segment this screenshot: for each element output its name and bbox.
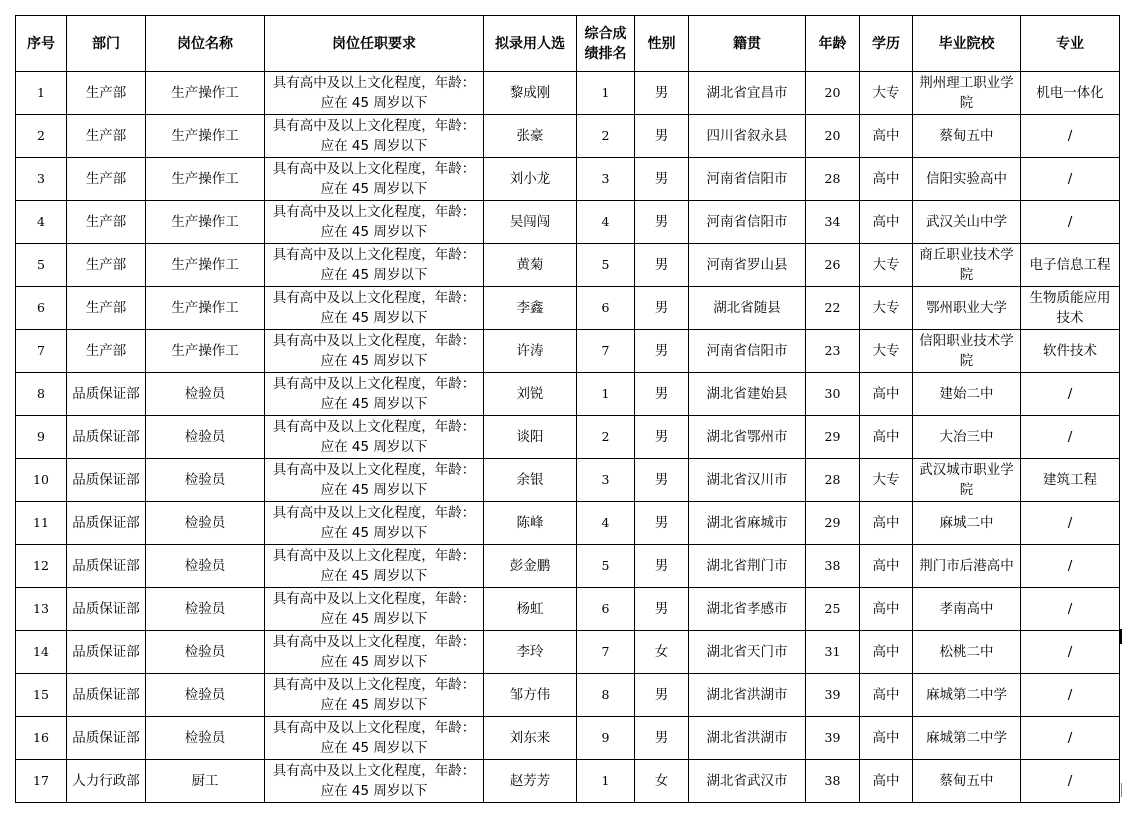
requirement-cell: 具有高中及以上文化程度，年龄：应在 45 周岁以下 (265, 373, 484, 416)
candidate-cell: 黎成刚 (484, 72, 577, 115)
seq-cell: 12 (16, 545, 67, 588)
hiring-roster-table (15, 15, 1120, 803)
rank-cell: 2 (577, 115, 635, 158)
gender-cell: 男 (635, 674, 689, 717)
post-cell: 检验员 (146, 588, 265, 631)
major-cell: / (1021, 588, 1120, 631)
seq-cell: 7 (16, 330, 67, 373)
school-cell: 麻城第二中学 (913, 674, 1021, 717)
candidate-cell: 邹方伟 (484, 674, 577, 717)
education-cell: 大专 (860, 330, 913, 373)
candidate-cell: 谈阳 (484, 416, 577, 459)
school-cell: 武汉关山中学 (913, 201, 1021, 244)
table-row (16, 760, 1120, 803)
origin-cell: 河南省信阳市 (689, 201, 806, 244)
seq-cell: 8 (16, 373, 67, 416)
major-cell: / (1021, 158, 1120, 201)
rank-cell: 8 (577, 674, 635, 717)
candidate-cell: 黄菊 (484, 244, 577, 287)
candidate-cell: 赵芳芳 (484, 760, 577, 803)
gender-cell: 男 (635, 158, 689, 201)
gender-cell: 男 (635, 545, 689, 588)
school-cell: 松桃二中 (913, 631, 1021, 674)
requirement-cell: 具有高中及以上文化程度，年龄：应在 45 周岁以下 (265, 588, 484, 631)
dept-cell: 品质保证部 (67, 631, 146, 674)
gender-cell: 男 (635, 588, 689, 631)
header-col-rank: 综合成绩排名 (577, 16, 635, 72)
major-cell: / (1021, 717, 1120, 760)
seq-cell: 17 (16, 760, 67, 803)
education-cell: 高中 (860, 115, 913, 158)
seq-cell: 2 (16, 115, 67, 158)
school-cell: 鄂州职业大学 (913, 287, 1021, 330)
table-row (16, 115, 1120, 158)
seq-cell: 16 (16, 717, 67, 760)
candidate-cell: 杨虹 (484, 588, 577, 631)
seq-cell: 15 (16, 674, 67, 717)
rank-cell: 1 (577, 72, 635, 115)
seq-cell: 13 (16, 588, 67, 631)
dept-cell: 生产部 (67, 72, 146, 115)
post-cell: 检验员 (146, 545, 265, 588)
seq-cell: 14 (16, 631, 67, 674)
post-cell: 生产操作工 (146, 115, 265, 158)
seq-cell: 4 (16, 201, 67, 244)
requirement-cell: 具有高中及以上文化程度，年龄：应在 45 周岁以下 (265, 72, 484, 115)
origin-cell: 湖北省武汉市 (689, 760, 806, 803)
dept-cell: 生产部 (67, 287, 146, 330)
seq-cell: 9 (16, 416, 67, 459)
header-col-post: 岗位名称 (146, 16, 265, 72)
post-cell: 检验员 (146, 373, 265, 416)
requirement-cell: 具有高中及以上文化程度，年龄：应在 45 周岁以下 (265, 631, 484, 674)
post-cell: 生产操作工 (146, 330, 265, 373)
candidate-cell: 张豪 (484, 115, 577, 158)
education-cell: 大专 (860, 244, 913, 287)
major-cell: 电子信息工程 (1021, 244, 1120, 287)
major-cell: / (1021, 631, 1120, 674)
gender-cell: 男 (635, 416, 689, 459)
major-cell: 建筑工程 (1021, 459, 1120, 502)
rank-cell: 7 (577, 631, 635, 674)
school-cell: 荆门市后港高中 (913, 545, 1021, 588)
school-cell: 信阳职业技术学院 (913, 330, 1021, 373)
header-col-school: 毕业院校 (913, 16, 1021, 72)
major-cell: / (1021, 760, 1120, 803)
school-cell: 麻城二中 (913, 502, 1021, 545)
post-cell: 检验员 (146, 674, 265, 717)
dept-cell: 生产部 (67, 330, 146, 373)
table-row (16, 717, 1120, 760)
major-cell: 生物质能应用技术 (1021, 287, 1120, 330)
seq-cell: 11 (16, 502, 67, 545)
age-cell: 30 (806, 373, 860, 416)
post-cell: 生产操作工 (146, 201, 265, 244)
school-cell: 蔡甸五中 (913, 760, 1021, 803)
rank-cell: 1 (577, 760, 635, 803)
education-cell: 高中 (860, 416, 913, 459)
education-cell: 高中 (860, 502, 913, 545)
origin-cell: 湖北省建始县 (689, 373, 806, 416)
dept-cell: 人力行政部 (67, 760, 146, 803)
age-cell: 23 (806, 330, 860, 373)
age-cell: 26 (806, 244, 860, 287)
seq-cell: 10 (16, 459, 67, 502)
dept-cell: 品质保证部 (67, 502, 146, 545)
post-cell: 生产操作工 (146, 158, 265, 201)
header-col-gender: 性别 (635, 16, 689, 72)
header-row (16, 16, 1120, 72)
requirement-cell: 具有高中及以上文化程度，年龄：应在 45 周岁以下 (265, 287, 484, 330)
education-cell: 高中 (860, 373, 913, 416)
education-cell: 高中 (860, 631, 913, 674)
dept-cell: 品质保证部 (67, 717, 146, 760)
gender-cell: 男 (635, 201, 689, 244)
age-cell: 39 (806, 674, 860, 717)
rank-cell: 5 (577, 545, 635, 588)
header-col-candidate: 拟录用人选 (484, 16, 577, 72)
requirement-cell: 具有高中及以上文化程度，年龄：应在 45 周岁以下 (265, 545, 484, 588)
rank-cell: 2 (577, 416, 635, 459)
gender-cell: 男 (635, 115, 689, 158)
age-cell: 34 (806, 201, 860, 244)
candidate-cell: 刘锐 (484, 373, 577, 416)
education-cell: 高中 (860, 588, 913, 631)
post-cell: 检验员 (146, 459, 265, 502)
table-row (16, 545, 1120, 588)
school-cell: 麻城第二中学 (913, 717, 1021, 760)
gender-cell: 男 (635, 72, 689, 115)
post-cell: 检验员 (146, 502, 265, 545)
age-cell: 20 (806, 115, 860, 158)
education-cell: 高中 (860, 158, 913, 201)
age-cell: 20 (806, 72, 860, 115)
age-cell: 28 (806, 459, 860, 502)
requirement-cell: 具有高中及以上文化程度，年龄：应在 45 周岁以下 (265, 244, 484, 287)
rank-cell: 3 (577, 158, 635, 201)
school-cell: 信阳实验高中 (913, 158, 1021, 201)
dept-cell: 生产部 (67, 201, 146, 244)
header-col-major: 专业 (1021, 16, 1120, 72)
requirement-cell: 具有高中及以上文化程度，年龄：应在 45 周岁以下 (265, 201, 484, 244)
rank-cell: 3 (577, 459, 635, 502)
candidate-cell: 彭金鹏 (484, 545, 577, 588)
major-cell: 软件技术 (1021, 330, 1120, 373)
gender-cell: 男 (635, 287, 689, 330)
requirement-cell: 具有高中及以上文化程度，年龄：应在 45 周岁以下 (265, 502, 484, 545)
requirement-cell: 具有高中及以上文化程度，年龄：应在 45 周岁以下 (265, 330, 484, 373)
origin-cell: 河南省信阳市 (689, 158, 806, 201)
dept-cell: 品质保证部 (67, 588, 146, 631)
table-row (16, 373, 1120, 416)
major-cell: / (1021, 545, 1120, 588)
post-cell: 生产操作工 (146, 287, 265, 330)
header-col-education: 学历 (860, 16, 913, 72)
major-cell: / (1021, 201, 1120, 244)
header-col-dept: 部门 (67, 16, 146, 72)
requirement-cell: 具有高中及以上文化程度，年龄：应在 45 周岁以下 (265, 115, 484, 158)
rank-cell: 7 (577, 330, 635, 373)
dept-cell: 生产部 (67, 115, 146, 158)
post-cell: 检验员 (146, 631, 265, 674)
origin-cell: 湖北省洪湖市 (689, 717, 806, 760)
age-cell: 29 (806, 416, 860, 459)
gender-cell: 男 (635, 459, 689, 502)
seq-cell: 1 (16, 72, 67, 115)
dept-cell: 品质保证部 (67, 459, 146, 502)
dept-cell: 品质保证部 (67, 545, 146, 588)
school-cell: 蔡甸五中 (913, 115, 1021, 158)
table-row (16, 631, 1120, 674)
gender-cell: 女 (635, 760, 689, 803)
school-cell: 荆州理工职业学院 (913, 72, 1021, 115)
school-cell: 孝南高中 (913, 588, 1021, 631)
rank-cell: 4 (577, 502, 635, 545)
header-col-requirement: 岗位任职要求 (265, 16, 484, 72)
page-edge-mark (1121, 783, 1122, 797)
origin-cell: 湖北省洪湖市 (689, 674, 806, 717)
candidate-cell: 吴闯闯 (484, 201, 577, 244)
origin-cell: 湖北省荆门市 (689, 545, 806, 588)
school-cell: 大冶三中 (913, 416, 1021, 459)
table-body (16, 72, 1120, 803)
candidate-cell: 刘东来 (484, 717, 577, 760)
rank-cell: 1 (577, 373, 635, 416)
table-row (16, 416, 1120, 459)
table-row (16, 287, 1120, 330)
dept-cell: 品质保证部 (67, 674, 146, 717)
origin-cell: 河南省罗山县 (689, 244, 806, 287)
age-cell: 39 (806, 717, 860, 760)
age-cell: 22 (806, 287, 860, 330)
dept-cell: 生产部 (67, 158, 146, 201)
table-row (16, 201, 1120, 244)
origin-cell: 湖北省天门市 (689, 631, 806, 674)
origin-cell: 四川省叙永县 (689, 115, 806, 158)
age-cell: 28 (806, 158, 860, 201)
age-cell: 38 (806, 760, 860, 803)
origin-cell: 湖北省鄂州市 (689, 416, 806, 459)
table-row (16, 158, 1120, 201)
table-row (16, 674, 1120, 717)
table-row (16, 459, 1120, 502)
education-cell: 高中 (860, 760, 913, 803)
candidate-cell: 刘小龙 (484, 158, 577, 201)
requirement-cell: 具有高中及以上文化程度，年龄：应在 45 周岁以下 (265, 760, 484, 803)
post-cell: 生产操作工 (146, 72, 265, 115)
age-cell: 25 (806, 588, 860, 631)
candidate-cell: 陈峰 (484, 502, 577, 545)
rank-cell: 5 (577, 244, 635, 287)
major-cell: 机电一体化 (1021, 72, 1120, 115)
candidate-cell: 余银 (484, 459, 577, 502)
table-row (16, 244, 1120, 287)
table-row (16, 330, 1120, 373)
header-col-seq: 序号 (16, 16, 67, 72)
rank-cell: 6 (577, 588, 635, 631)
seq-cell: 6 (16, 287, 67, 330)
requirement-cell: 具有高中及以上文化程度，年龄：应在 45 周岁以下 (265, 158, 484, 201)
table-row (16, 502, 1120, 545)
origin-cell: 湖北省孝感市 (689, 588, 806, 631)
origin-cell: 湖北省宜昌市 (689, 72, 806, 115)
gender-cell: 男 (635, 373, 689, 416)
text-cursor-mark (1120, 629, 1122, 644)
education-cell: 高中 (860, 674, 913, 717)
major-cell: / (1021, 373, 1120, 416)
header-col-origin: 籍贯 (689, 16, 806, 72)
school-cell: 建始二中 (913, 373, 1021, 416)
gender-cell: 男 (635, 244, 689, 287)
requirement-cell: 具有高中及以上文化程度，年龄：应在 45 周岁以下 (265, 416, 484, 459)
major-cell: / (1021, 115, 1120, 158)
education-cell: 高中 (860, 545, 913, 588)
post-cell: 检验员 (146, 717, 265, 760)
seq-cell: 3 (16, 158, 67, 201)
dept-cell: 品质保证部 (67, 373, 146, 416)
dept-cell: 生产部 (67, 244, 146, 287)
rank-cell: 6 (577, 287, 635, 330)
gender-cell: 男 (635, 717, 689, 760)
age-cell: 31 (806, 631, 860, 674)
candidate-cell: 许涛 (484, 330, 577, 373)
header-col-age: 年龄 (806, 16, 860, 72)
major-cell: / (1021, 674, 1120, 717)
age-cell: 29 (806, 502, 860, 545)
school-cell: 武汉城市职业学院 (913, 459, 1021, 502)
post-cell: 生产操作工 (146, 244, 265, 287)
requirement-cell: 具有高中及以上文化程度，年龄：应在 45 周岁以下 (265, 717, 484, 760)
major-cell: / (1021, 416, 1120, 459)
gender-cell: 男 (635, 330, 689, 373)
origin-cell: 湖北省麻城市 (689, 502, 806, 545)
age-cell: 38 (806, 545, 860, 588)
seq-cell: 5 (16, 244, 67, 287)
education-cell: 大专 (860, 72, 913, 115)
dept-cell: 品质保证部 (67, 416, 146, 459)
origin-cell: 河南省信阳市 (689, 330, 806, 373)
post-cell: 厨工 (146, 760, 265, 803)
candidate-cell: 李玲 (484, 631, 577, 674)
education-cell: 高中 (860, 201, 913, 244)
post-cell: 检验员 (146, 416, 265, 459)
requirement-cell: 具有高中及以上文化程度，年龄：应在 45 周岁以下 (265, 459, 484, 502)
table-row (16, 588, 1120, 631)
candidate-cell: 李鑫 (484, 287, 577, 330)
gender-cell: 男 (635, 502, 689, 545)
table-row (16, 72, 1120, 115)
education-cell: 大专 (860, 287, 913, 330)
rank-cell: 9 (577, 717, 635, 760)
gender-cell: 女 (635, 631, 689, 674)
education-cell: 大专 (860, 459, 913, 502)
education-cell: 高中 (860, 717, 913, 760)
rank-cell: 4 (577, 201, 635, 244)
requirement-cell: 具有高中及以上文化程度，年龄：应在 45 周岁以下 (265, 674, 484, 717)
origin-cell: 湖北省随县 (689, 287, 806, 330)
origin-cell: 湖北省汉川市 (689, 459, 806, 502)
major-cell: / (1021, 502, 1120, 545)
school-cell: 商丘职业技术学院 (913, 244, 1021, 287)
